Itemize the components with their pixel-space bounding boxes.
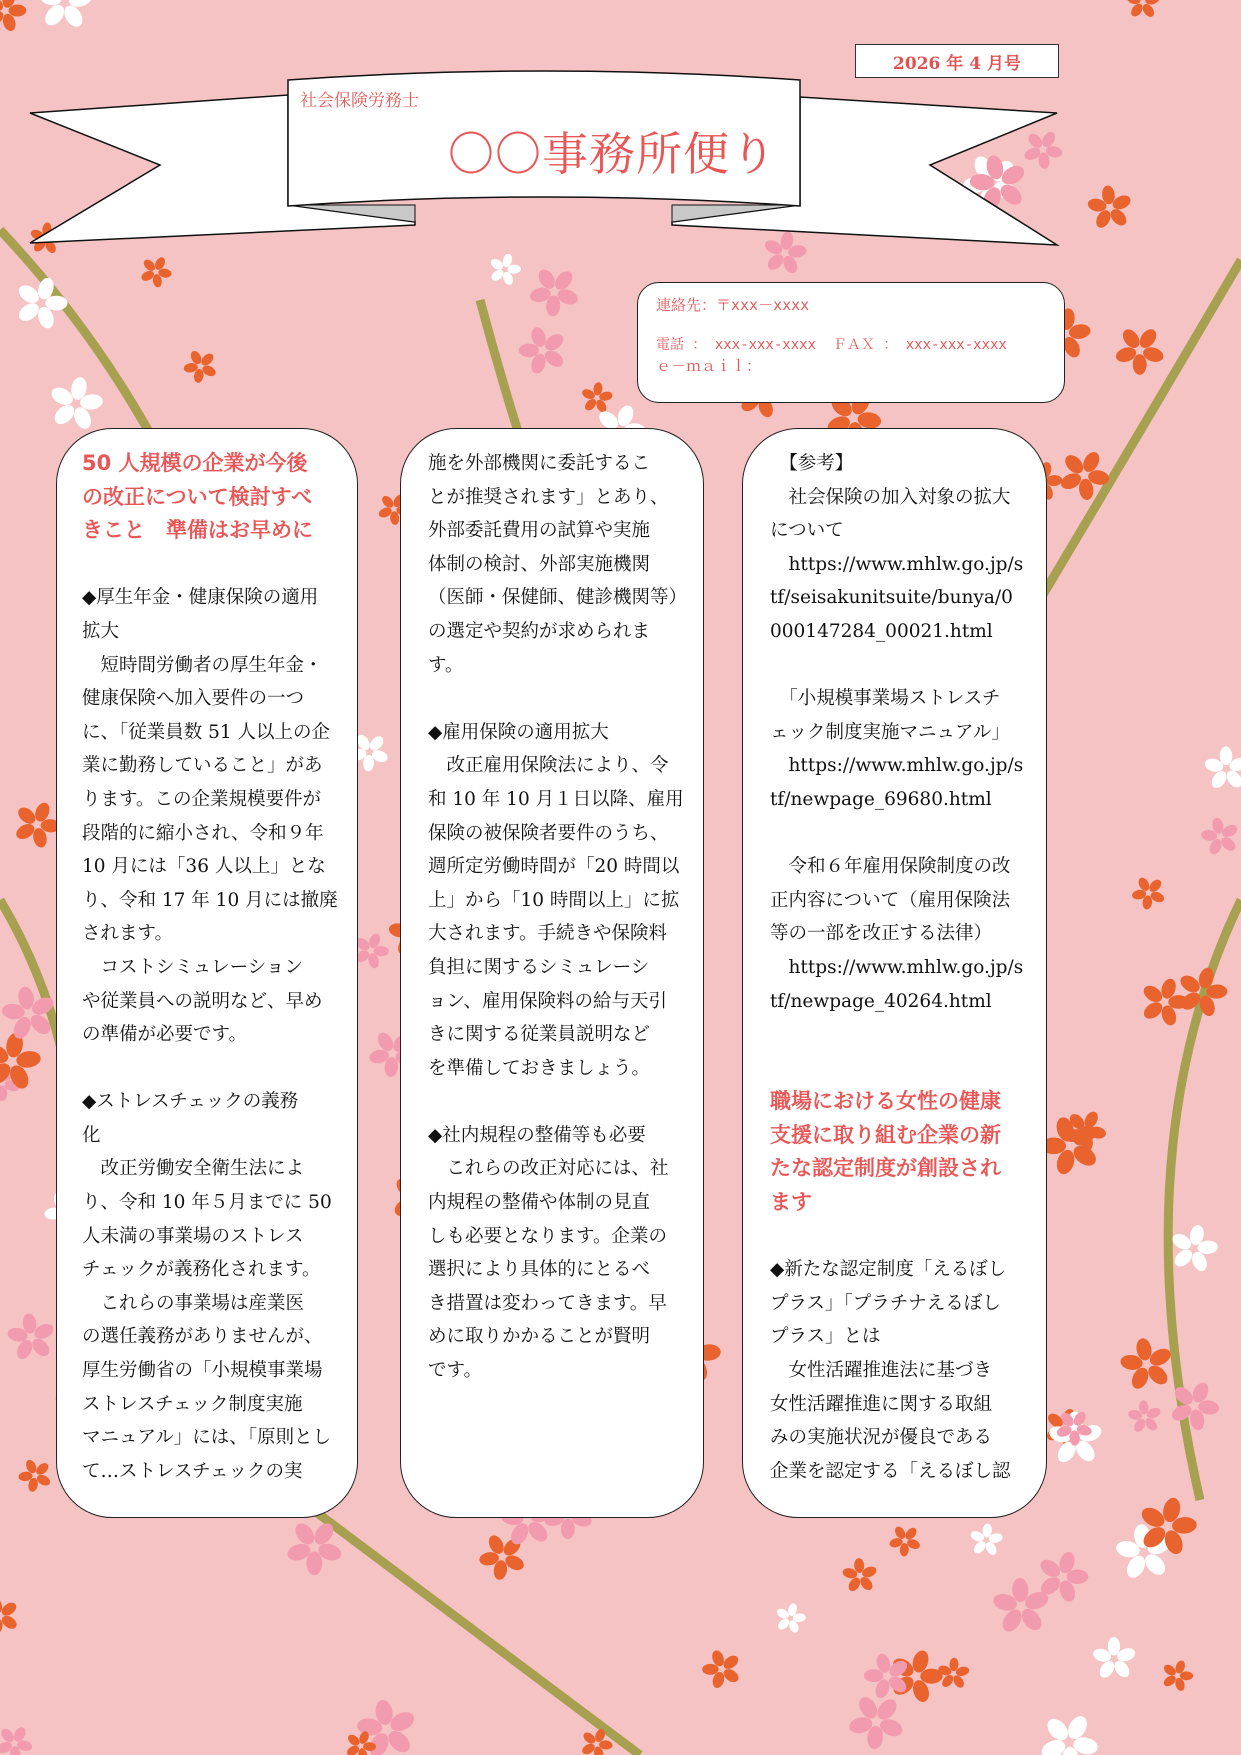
article-text-line: 短時間労働者の厚生年金・ (82, 654, 323, 676)
article-text-line: 施を外部機関に委託するこ (428, 453, 651, 474)
article-text-line: めに取りかかることが賢明 (428, 1326, 651, 1348)
article-heading-line: 支援に取り組む企業の新 (770, 1122, 1001, 1147)
article-text-line: て…ストレスチェックの実 (82, 1460, 303, 1482)
article-text-line: 【参考】 (770, 453, 854, 474)
sakura-flower (43, 372, 108, 435)
article-text-line: ェック制度実施マニュアル」 (770, 721, 1010, 743)
article-text-line: tf/seisakunitsuite/bunya/0 (770, 587, 1013, 609)
article-text-line: 000147284_00021.html (770, 620, 993, 642)
newsletter-subtitle: 社会保険労務士 (300, 91, 419, 111)
contact-address: 連絡先：〒xxx－xxxx (656, 296, 810, 314)
article-column-2 (400, 428, 704, 1518)
sakura-flower (1125, 869, 1173, 917)
article-heading-line: 50 人規模の企業が今後 (82, 451, 308, 475)
article-text-line: https://www.mhlw.go.jp/s (770, 553, 1024, 575)
article-text-line: これらの事業場は産業医 (82, 1292, 305, 1314)
article-column-3 (742, 428, 1047, 1518)
sakura-flower (579, 380, 615, 415)
sakura-flower (882, 1643, 951, 1710)
sakura-flower (275, 1507, 355, 1586)
article-text-line: 上」から「10 時間以上」に拡 (428, 889, 680, 911)
article-text-line: 人未満の事業場のストレス (82, 1225, 304, 1247)
article-text-line: ◆新たな認定制度「えるぼし (770, 1259, 1007, 1281)
article-text-line: り、令和 10 年５月までに 50 (82, 1192, 332, 1214)
article-text-line: 等の一部を改正する法律） (770, 923, 993, 945)
article-text-line: 改正雇用保険法により、令 (428, 755, 669, 777)
article-text-line: 正内容について（雇用保険法 (770, 889, 1011, 911)
article-text-line (770, 649, 1046, 683)
sakura-flower (1157, 1655, 1198, 1695)
article-text-line: これらの改正対応には、社 (428, 1158, 669, 1180)
article-text-line (82, 1052, 357, 1086)
article-text-line: を準備しておきましょう。 (428, 1057, 651, 1079)
article-text-line: 改正労働安全衛生法によ (82, 1158, 305, 1180)
sakura-flower (772, 1600, 810, 1637)
sakura-flower (694, 1641, 749, 1697)
article-heading-line: きこと 準備はお早めに (82, 518, 313, 543)
sakura-flower (0, 1588, 28, 1643)
article-text-line: 大されます。手続きや保険料 (428, 923, 668, 945)
article-text-line: 保険の被保険者要件のうち、 (428, 822, 669, 844)
article-text-line: 女性活躍推進法に基づき (770, 1360, 993, 1382)
article-heading-line: ます (770, 1190, 812, 1215)
sakura-flower (1105, 315, 1175, 384)
article-text-line: の選定や契約が求められま (428, 620, 651, 642)
article-text-line: 厚生労働省の「小規模事業場 (82, 1360, 323, 1382)
article-heading-line: たな認定制度が創設され (770, 1156, 1001, 1181)
sakura-flower (1028, 1702, 1110, 1755)
article-text-line: や従業員への説明など、早め (82, 990, 323, 1012)
issue-date (855, 44, 1059, 78)
article-text-line: tf/newpage_40264.html (770, 990, 992, 1012)
article-text-line: り、令和 17 年 10 月には撤廃 (82, 889, 338, 911)
article-text-line: について (770, 520, 844, 542)
issue-date-text: 2026 年 4 月号 (893, 53, 1021, 74)
sakura-flower (967, 1522, 1005, 1558)
article-text-line (82, 548, 357, 582)
article-text-line: 拡大 (82, 620, 120, 642)
article-text-line: 女性活躍推進に関する取組 (770, 1393, 993, 1415)
article-text-line: す。 (428, 654, 464, 676)
article-text-line: 内規程の整備や体制の見直 (428, 1192, 651, 1214)
article-text-line: プラス」とは (770, 1326, 881, 1348)
article-text-line: 和 10 年 10 月１日以降、雇用 (428, 788, 684, 810)
article-text-line (770, 1052, 1046, 1086)
article-heading-line: の改正について検討すべ (82, 484, 313, 509)
sakura-flower (1161, 1372, 1229, 1438)
newsletter-title: 〇〇事務所便り (448, 127, 777, 181)
sakura-flower (1087, 1630, 1143, 1687)
article-text-line: に、「従業員数 51 人以上の企 (82, 721, 331, 743)
sakura-flower (1123, 1394, 1167, 1439)
article-text-line: 10 月には「36 人以上」とな (82, 856, 326, 878)
article-text-line: の準備が必要です。 (82, 1024, 248, 1046)
sakura-flower (12, 1451, 60, 1499)
article-text-line: みの実施状況が優良である (770, 1427, 993, 1449)
article-text-line: です。 (428, 1360, 483, 1382)
article-text-line: き措置は変わってきます。早 (428, 1292, 667, 1314)
sakura-flower (882, 1518, 927, 1563)
article-text-line: https://www.mhlw.go.jp/s (770, 755, 1024, 777)
sakura-flower (0, 1718, 40, 1755)
article-text-line: 負担に関するシミュレーシ (428, 956, 650, 978)
article-text-line: 業に勤務していること」があ (82, 755, 323, 777)
article-heading-line: 職場における女性の健康 (770, 1089, 1001, 1114)
article-text-line: ります。この企業規模要件が (82, 788, 322, 810)
article-text-line: （医師・保健師、健診機関等） (428, 587, 688, 609)
contact-box (637, 282, 1065, 403)
article-text-line (770, 1018, 1046, 1052)
article-text-line: https://www.mhlw.go.jp/s (770, 956, 1024, 978)
article-text-line: 段階的に縮小され、令和９年 (82, 822, 324, 844)
article-text-line: ◆ストレスチェックの義務 (82, 1091, 299, 1113)
article-text-line: ◆厚生年金・健康保険の適用 (82, 587, 319, 609)
sakura-flower (0, 1305, 64, 1370)
article-text-line: ◆雇用保険の適用拡大 (428, 721, 609, 743)
sakura-flower (509, 316, 577, 384)
article-text-line: されます。 (82, 923, 174, 945)
article-text-line: 「小規模事業場ストレスチ (770, 688, 1001, 710)
article-text-line: tf/newpage_69680.html (770, 788, 992, 810)
sakura-flower (837, 1552, 883, 1599)
sakura-flower (177, 342, 225, 390)
article-text-line: 選択により具体的にとるべ (428, 1259, 651, 1281)
article-text-line: 社会保険の加入対象の拡大 (770, 486, 1011, 508)
article-text-line: 週所定労働時間が「20 時間以 (428, 856, 680, 878)
contact-email: ｅ－ｍａｉｌ： (656, 357, 762, 375)
sakura-flower (936, 1657, 971, 1690)
article-text-line: の選任義務がありませんが、 (82, 1326, 323, 1348)
article-text-line: コストシミュレーション (82, 956, 303, 978)
article-text-line (428, 682, 703, 716)
article-text-line: とが推奨されます」とあり、 (428, 486, 669, 508)
article-text-line: 化 (82, 1124, 101, 1146)
article-text-line: ◆社内規程の整備等も必要 (428, 1124, 646, 1146)
article-text-line (428, 1085, 703, 1119)
article-text-line: ストレスチェック制度実施 (82, 1393, 303, 1415)
sakura-flower (1049, 440, 1119, 509)
article-text-line: 健康保険へ加入要件の一つ (82, 688, 305, 710)
sakura-flower (347, 1688, 428, 1755)
article-text-line: プラス」「プラチナえるぼし (770, 1292, 1001, 1314)
article-text-line: 企業を認定する「えるぼし認 (770, 1460, 1011, 1482)
article-text-line: マニュアル」には、「原則とし (82, 1427, 332, 1449)
article-column-1 (56, 428, 358, 1518)
article-text-line: きに関する従業員説明など (428, 1024, 651, 1046)
article-text-line: ョン、雇用保険料の給与天引 (428, 990, 668, 1012)
article-text-line: しも必要となります。企業の (428, 1225, 668, 1247)
article-text-line: 令和６年雇用保険制度の改 (770, 856, 1011, 878)
article-text-line (770, 817, 1046, 851)
article-text-line: チェックが義務化されます。 (82, 1259, 321, 1281)
contact-phone-fax: 電話 ： xxx-xxx-xxxx ＦＡＸ ： xxx-xxx-xxxx (656, 337, 1007, 353)
branch (300, 1500, 640, 1755)
article-text-line (770, 1220, 1046, 1254)
article-text-line: 外部委託費用の試算や実施 (428, 520, 651, 542)
sakura-flower (1194, 810, 1241, 863)
article-text-line: 体制の検討、外部実施機関 (428, 553, 651, 575)
sakura-flower (1107, 1514, 1182, 1591)
sakura-flower (1198, 740, 1241, 798)
sakura-flower (1165, 1220, 1224, 1277)
